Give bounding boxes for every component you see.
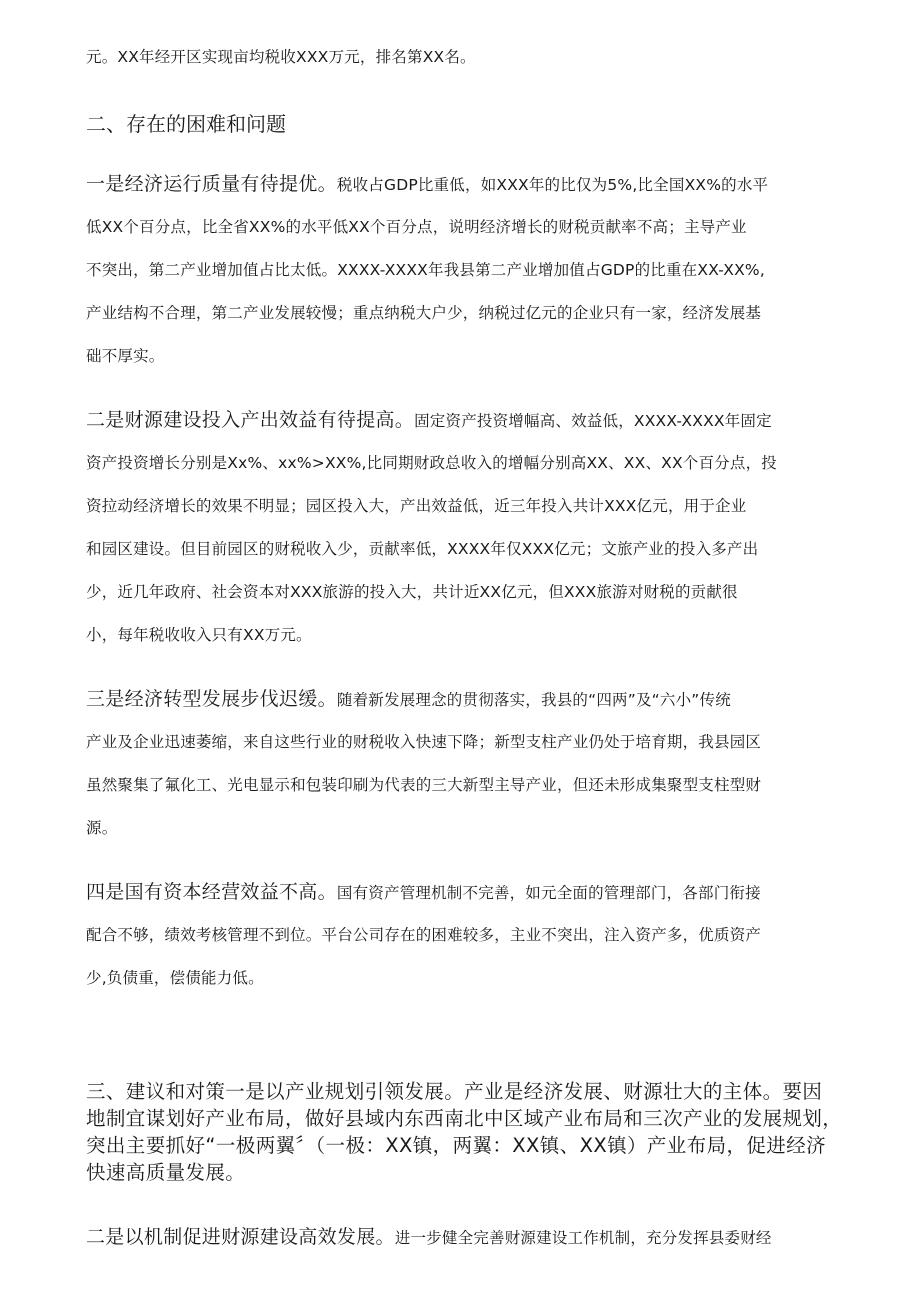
paragraph-line: 产业结构不合理，第二产业发展较慢；重点纳税大户少，纳税过亿元的企业只有一家，经济发展基 [86, 304, 762, 322]
paragraph-lead: 二是以机制促进财源建设高效发展。 [86, 1226, 395, 1248]
problem-paragraph-1 [86, 163, 886, 378]
paragraph-line: 三是经济转型发展步伐迟缓。随着新发展理念的贯彻落实，我县的“四两”及“六小”传统 [86, 688, 731, 710]
problem-paragraph-3 [86, 678, 886, 850]
paragraph-line: 二是以机制促进财源建设高效发展。进一步健全完善财源建设工作机制，充分发挥县委财经 [86, 1226, 772, 1248]
paragraph-line: 小，每年税收收入只有XX万元。 [86, 626, 312, 644]
paragraph-line: 二是财源建设投入产出效益有待提高。固定资产投资增幅高、效益低，XXXX-XXXX年固定 [86, 409, 772, 431]
suggestions-paragraph [86, 1078, 886, 1186]
paragraph-line: 四是国有资本经营效益不高。国有资产管理机制不完善，如元全面的管理部门，各部门衔接 [86, 881, 761, 903]
problem-paragraph-4 [86, 871, 886, 1000]
paragraph-line: 少,负债重，偿债能力低。 [86, 969, 264, 987]
paragraph-lead: 二是财源建设投入产出效益有待提高。 [86, 409, 415, 431]
paragraph-lead: 四是国有资本经营效益不高。 [86, 881, 337, 903]
mechanism-paragraph [86, 1216, 886, 1259]
paragraph-line: 快速高质量发展。 [86, 1161, 246, 1184]
paragraph-line: 突出主要抓好“一极两翼〞（一极：XX镇，两翼：XX镇、XX镇）产业布局，促进经济 [86, 1134, 827, 1157]
paragraph-line: 少，近几年政府、社会资本对XXX旅游的投入大，共计近XX亿元，但XXX旅游对财税的贡献很 [86, 583, 738, 601]
paragraph-line: 一是经济运行质量有待提优。税收占GDP比重低，如XXX年的比仅为5%,比全国XX%的水平 [86, 173, 769, 195]
paragraph-line: 三、建议和对策一是以产业规划引领发展。产业是经济发展、财源壮大的主体。要因 [86, 1080, 823, 1103]
paragraph-line: 资拉动经济增长的效果不明显；园区投入大，产出效益低，近三年投入共计XXX亿元，用于企业 [86, 497, 747, 515]
paragraph-line: 产业及企业迅速萎缩，来自这些行业的财税收入快速下降；新型支柱产业仍处于培育期，我县园区 [86, 733, 762, 751]
paragraph-line: 源。 [86, 819, 118, 837]
paragraph-line: 地制宜谋划好产业布局，做好县域内东西南北中区域产业布局和三次产业的发展规划， [86, 1107, 843, 1130]
intro-paragraph [86, 36, 886, 79]
intro-line: 元。XX年经开区实现亩均税收XXX万元，排名第XX名。 [86, 48, 476, 66]
paragraph-lead: 三是经济转型发展步伐迟缓。 [86, 688, 337, 710]
paragraph-line: 配合不够，绩效考核管理不到位。平台公司存在的困难较多，主业不突出，注入资产多，优质资产 [86, 926, 762, 944]
paragraph-line: 低XX个百分点，比全省XX%的水平低XX个百分点，说明经济增长的财税贡献率不高；主导产业 [86, 218, 747, 236]
paragraph-line: 资产投资增长分别是Xx%、xx%>XX%,比同期财政总收入的增幅分别高XX、XX、XX个百分点，投 [86, 454, 777, 472]
paragraph-line: 虽然聚集了氟化工、光电显示和包装印刷为代表的三大新型主导产业，但还未形成集聚型支柱型财 [86, 776, 762, 794]
paragraph-line: 和园区建设。但目前园区的财税收入少，贡献率低，XXXX年仅XXX亿元；文旅产业的投入多产出 [86, 540, 759, 558]
problem-paragraph-2 [86, 399, 886, 657]
section-heading-problems: 二、存在的困难和问题 [86, 112, 286, 136]
paragraph-lead: 一是经济运行质量有待提优。 [86, 173, 337, 195]
paragraph-line: 不突出，第二产业增加值占比太低。XXXX-XXXX年我县第二产业增加值占GDP的比重在XX-XX%, [86, 261, 765, 279]
paragraph-line: 础不厚实。 [86, 347, 165, 365]
